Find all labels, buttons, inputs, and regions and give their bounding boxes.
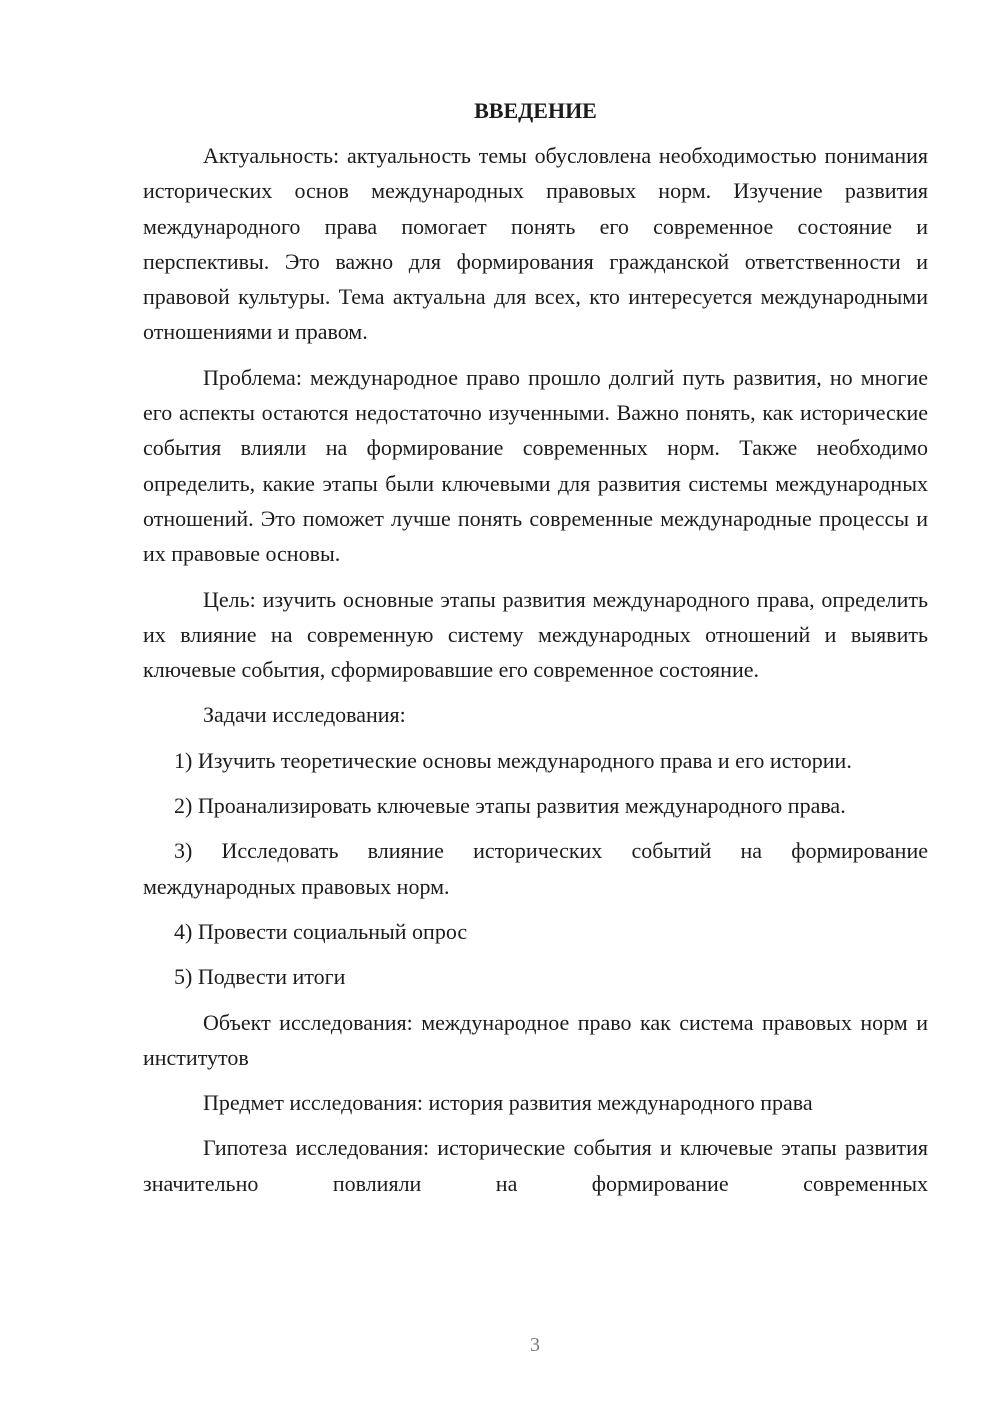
subject-paragraph: Предмет исследования: история развития международного права [203,1090,813,1116]
object-paragraph: Объект исследования: международное право как система правовых норм и институтов [143,1009,928,1070]
tasks-title: Задачи исследования: [203,702,406,728]
goal-paragraph: Цель: изучить основные этапы развития международного права, определить их влияние на современную систему международных отношений и выявить ключевые события, сформировавшие его современное состояние. [143,586,928,683]
page-number: 3 [530,1334,540,1356]
relevance-paragraph: Актуальность: актуальность темы обусловлена необходимостью понимания исторических основ международных правовых норм. Изучение развития международного права помогает понять его современное состояние и перспективы. Это важно для формирования гражданской ответственности и правовой культуры. Тема актуальна для всех, кто интересуется международными отношениями и правом. [143,143,928,345]
task-item-4: 4) Провести социальный опрос [174,918,468,944]
problem-paragraph: Проблема: международное право прошло долгий путь развития, но многие его аспекты остаются недостаточно изученными. Важно понять, как исторические события влияли на формирование современных норм. Также необходимо определить, какие этапы были ключевыми для развития системы международных отношений. Это поможет лучше понять современные международные процессы и их правовые основы. [143,364,928,567]
section-heading: ВВЕДЕНИЕ [474,98,597,123]
task-item-2: 2) Проанализировать ключевые этапы развития международного права. [174,793,846,819]
task-item-3: 3) Исследовать влияние исторических событий на формирование международных правовых норм. [143,838,928,899]
document-body [143,94,928,1201]
task-item-5: 5) Подвести итоги [174,964,346,990]
task-item-1: 1) Изучить теоретические основы международного права и его истории. [174,747,852,773]
hypothesis-paragraph: Гипотеза исследования: исторические события и ключевые этапы развития значительно повлияли на формирование современных [143,1135,928,1196]
